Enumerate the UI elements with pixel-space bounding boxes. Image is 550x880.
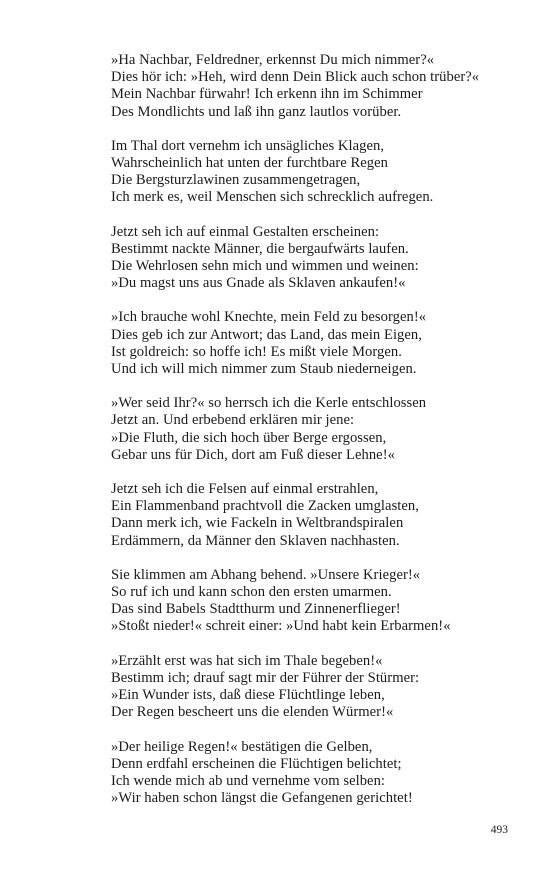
stanza-9: [111, 739, 531, 808]
poem-body: [111, 52, 531, 824]
poem-line: Der Regen bescheert uns die elenden Würmer!«: [111, 704, 394, 721]
poem-line: Ich wende mich ab und vernehme vom selben:: [111, 772, 386, 789]
poem-line: Die Wehrlosen sehn mich und wimmen und weinen:: [111, 258, 419, 275]
poem-line: Jetzt seh ich die Felsen auf einmal erstrahlen,: [111, 481, 379, 498]
poem-line: Sie klimmen am Abhang behend. »Unsere Krieger!«: [111, 566, 421, 583]
poem-line: Im Thal dort vernehm ich unsägliches Klagen,: [111, 137, 385, 154]
poem-line: Dies geb ich zur Antwort; das Land, das mein Eigen,: [111, 326, 422, 343]
poem-line: Bestimm ich; drauf sagt mir der Führer der Stürmer:: [111, 669, 420, 686]
poem-line: »Du magst uns aus Gnade als Sklaven ankaufen!«: [111, 275, 406, 292]
poem-line: Dann merk ich, wie Fackeln in Weltbrandspiralen: [111, 515, 404, 532]
poem-line: Und ich will mich nimmer zum Staub niederneigen.: [111, 361, 417, 378]
poem-line: Bestimmt nackte Männer, die bergaufwärts laufen.: [111, 240, 409, 257]
poem-line: Ist goldreich: so hoffe ich! Es mißt viele Morgen.: [111, 343, 402, 360]
poem-line: Gebar uns für Dich, dort am Fuß dieser Lehne!«: [111, 446, 395, 463]
poem-line: Ich merk es, weil Menschen sich schrecklich aufregen.: [111, 189, 434, 206]
poem-line: »Stoßt nieder!« schreit einer: »Und habt kein Erbarmen!«: [111, 618, 451, 635]
poem-line: Denn erdfahl erscheinen die Flüchtigen belichtet;: [111, 755, 402, 772]
poem-line: So ruf ich und kann schon den ersten umarmen.: [111, 584, 392, 601]
poem-line: Wahrscheinlich hat unten der furchtbare Regen: [111, 155, 389, 172]
poem-line: Jetzt seh ich auf einmal Gestalten erscheinen:: [111, 223, 380, 240]
poem-line: Mein Nachbar fürwahr! Ich erkenn ihn im Schimmer: [111, 86, 423, 103]
poem-line: Das sind Babels Stadtthurm und Zinnenerflieger!: [111, 601, 401, 618]
poem-line: »Die Fluth, die sich hoch über Berge ergossen,: [111, 429, 387, 446]
poem-line: »Wer seid Ihr?« so herrsch ich die Kerle entschlossen: [111, 395, 427, 412]
stanza-7: [111, 567, 531, 636]
stanza-5: [111, 395, 531, 464]
page-number: 493: [490, 824, 508, 836]
stanza-6: [111, 481, 531, 550]
stanza-3: [111, 224, 531, 293]
stanza-8: [111, 653, 531, 722]
poem-line: Erdämmern, da Männer den Sklaven nachhasten.: [111, 532, 400, 549]
poem-line: »Ich brauche wohl Knechte, mein Feld zu besorgen!«: [111, 309, 427, 326]
poem-line: Dies hör ich: »Heh, wird denn Dein Blick auch schon trüber?«: [111, 69, 480, 86]
poem-line: »Erzählt erst was hat sich im Thale begeben!«: [111, 652, 383, 669]
poem-line: Des Mondlichts und laß ihn ganz lautlos vorüber.: [111, 103, 402, 120]
poem-line: »Ein Wunder ists, daß diese Flüchtlinge leben,: [111, 687, 385, 704]
poem-line: Ein Flammenband prachtvoll die Zacken umglasten,: [111, 498, 419, 515]
stanza-2: [111, 138, 531, 207]
poem-line: »Wir haben schon längst die Gefangenen gerichtet!: [111, 790, 413, 807]
poem-line: »Ha Nachbar, Feldredner, erkennst Du mich nimmer?«: [111, 52, 435, 68]
poem-line: Die Bergsturzlawinen zusammengetragen,: [111, 172, 361, 189]
stanza-1: [111, 52, 531, 121]
stanza-4: [111, 309, 531, 378]
poem-line: »Der heilige Regen!« bestätigen die Gelben,: [111, 738, 373, 755]
poem-line: Jetzt an. Und erbebend erklären mir jene:: [111, 412, 355, 429]
